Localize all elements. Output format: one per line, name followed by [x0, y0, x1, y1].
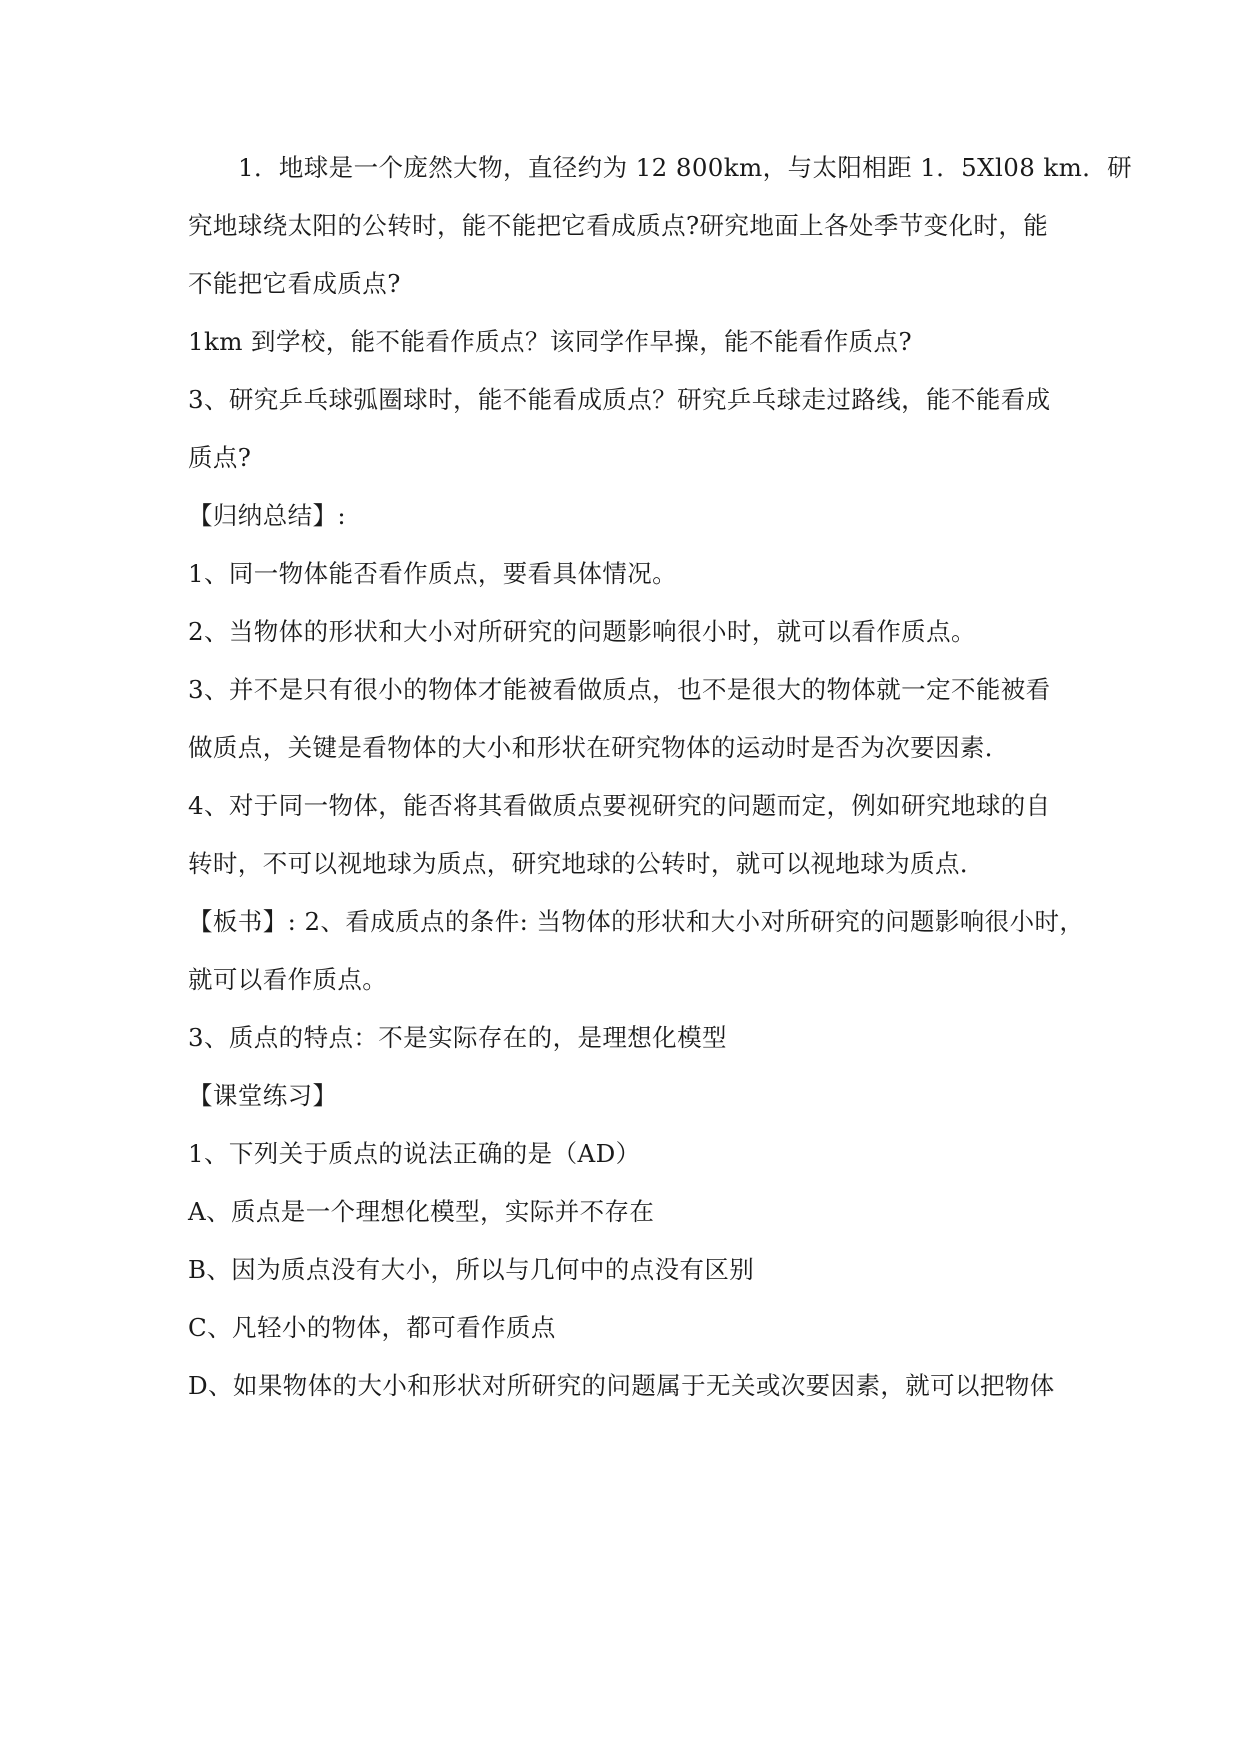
answer-option: B、因为质点没有大小，所以与几何中的点没有区别 [188, 1255, 755, 1284]
paragraph-line: 转时，不可以视地球为质点，研究地球的公转时，就可以视地球为质点． [188, 849, 985, 878]
answer-option: A、质点是一个理想化模型，实际并不存在 [188, 1197, 655, 1226]
paragraph-line: 1．地球是一个庞然大物，直径约为 12 800km，与太阳相距 1．5Xl08 km．研 [238, 153, 1133, 182]
paragraph-line: 3、研究乒乓球弧圈球时，能不能看成质点？研究乒乓球走过路线，能不能看成 [188, 385, 1051, 414]
answer-option: D、如果物体的大小和形状对所研究的问题属于无关或次要因素，就可以把物体 [188, 1371, 1055, 1400]
paragraph-line: 2、当物体的形状和大小对所研究的问题影响很小时，就可以看作质点。 [188, 617, 976, 646]
paragraph-line: 【板书】: 2、看成质点的条件: 当物体的形状和大小对所研究的问题影响很小时， [188, 907, 1085, 936]
paragraph-line: 不能把它看成质点? [188, 269, 401, 298]
section-heading: 【课堂练习】 [188, 1081, 338, 1110]
paragraph-line: 3、并不是只有很小的物体才能被看做质点，也不是很大的物体就一定不能被看 [188, 675, 1051, 704]
paragraph-line: 4、对于同一物体，能否将其看做质点要视研究的问题而定，例如研究地球的自 [188, 791, 1051, 820]
section-heading: 【归纳总结】: [188, 501, 347, 530]
paragraph-line: 1km 到学校，能不能看作质点？该同学作早操，能不能看作质点? [188, 327, 912, 356]
paragraph-line: 3、质点的特点：不是实际存在的，是理想化模型 [188, 1023, 727, 1052]
paragraph-line: 究地球绕太阳的公转时，能不能把它看成质点?研究地面上各处季节变化时，能 [188, 211, 1049, 240]
question-line: 1、下列关于质点的说法正确的是（AD） [188, 1139, 641, 1168]
answer-option: C、凡轻小的物体，都可看作质点 [188, 1313, 556, 1342]
paragraph-line: 质点? [188, 443, 252, 472]
paragraph-line: 就可以看作质点。 [188, 965, 388, 994]
paragraph-line: 做质点，关键是看物体的大小和形状在研究物体的运动时是否为次要因素． [188, 733, 1010, 762]
paragraph-line: 1、同一物体能否看作质点，要看具体情况。 [188, 559, 678, 588]
